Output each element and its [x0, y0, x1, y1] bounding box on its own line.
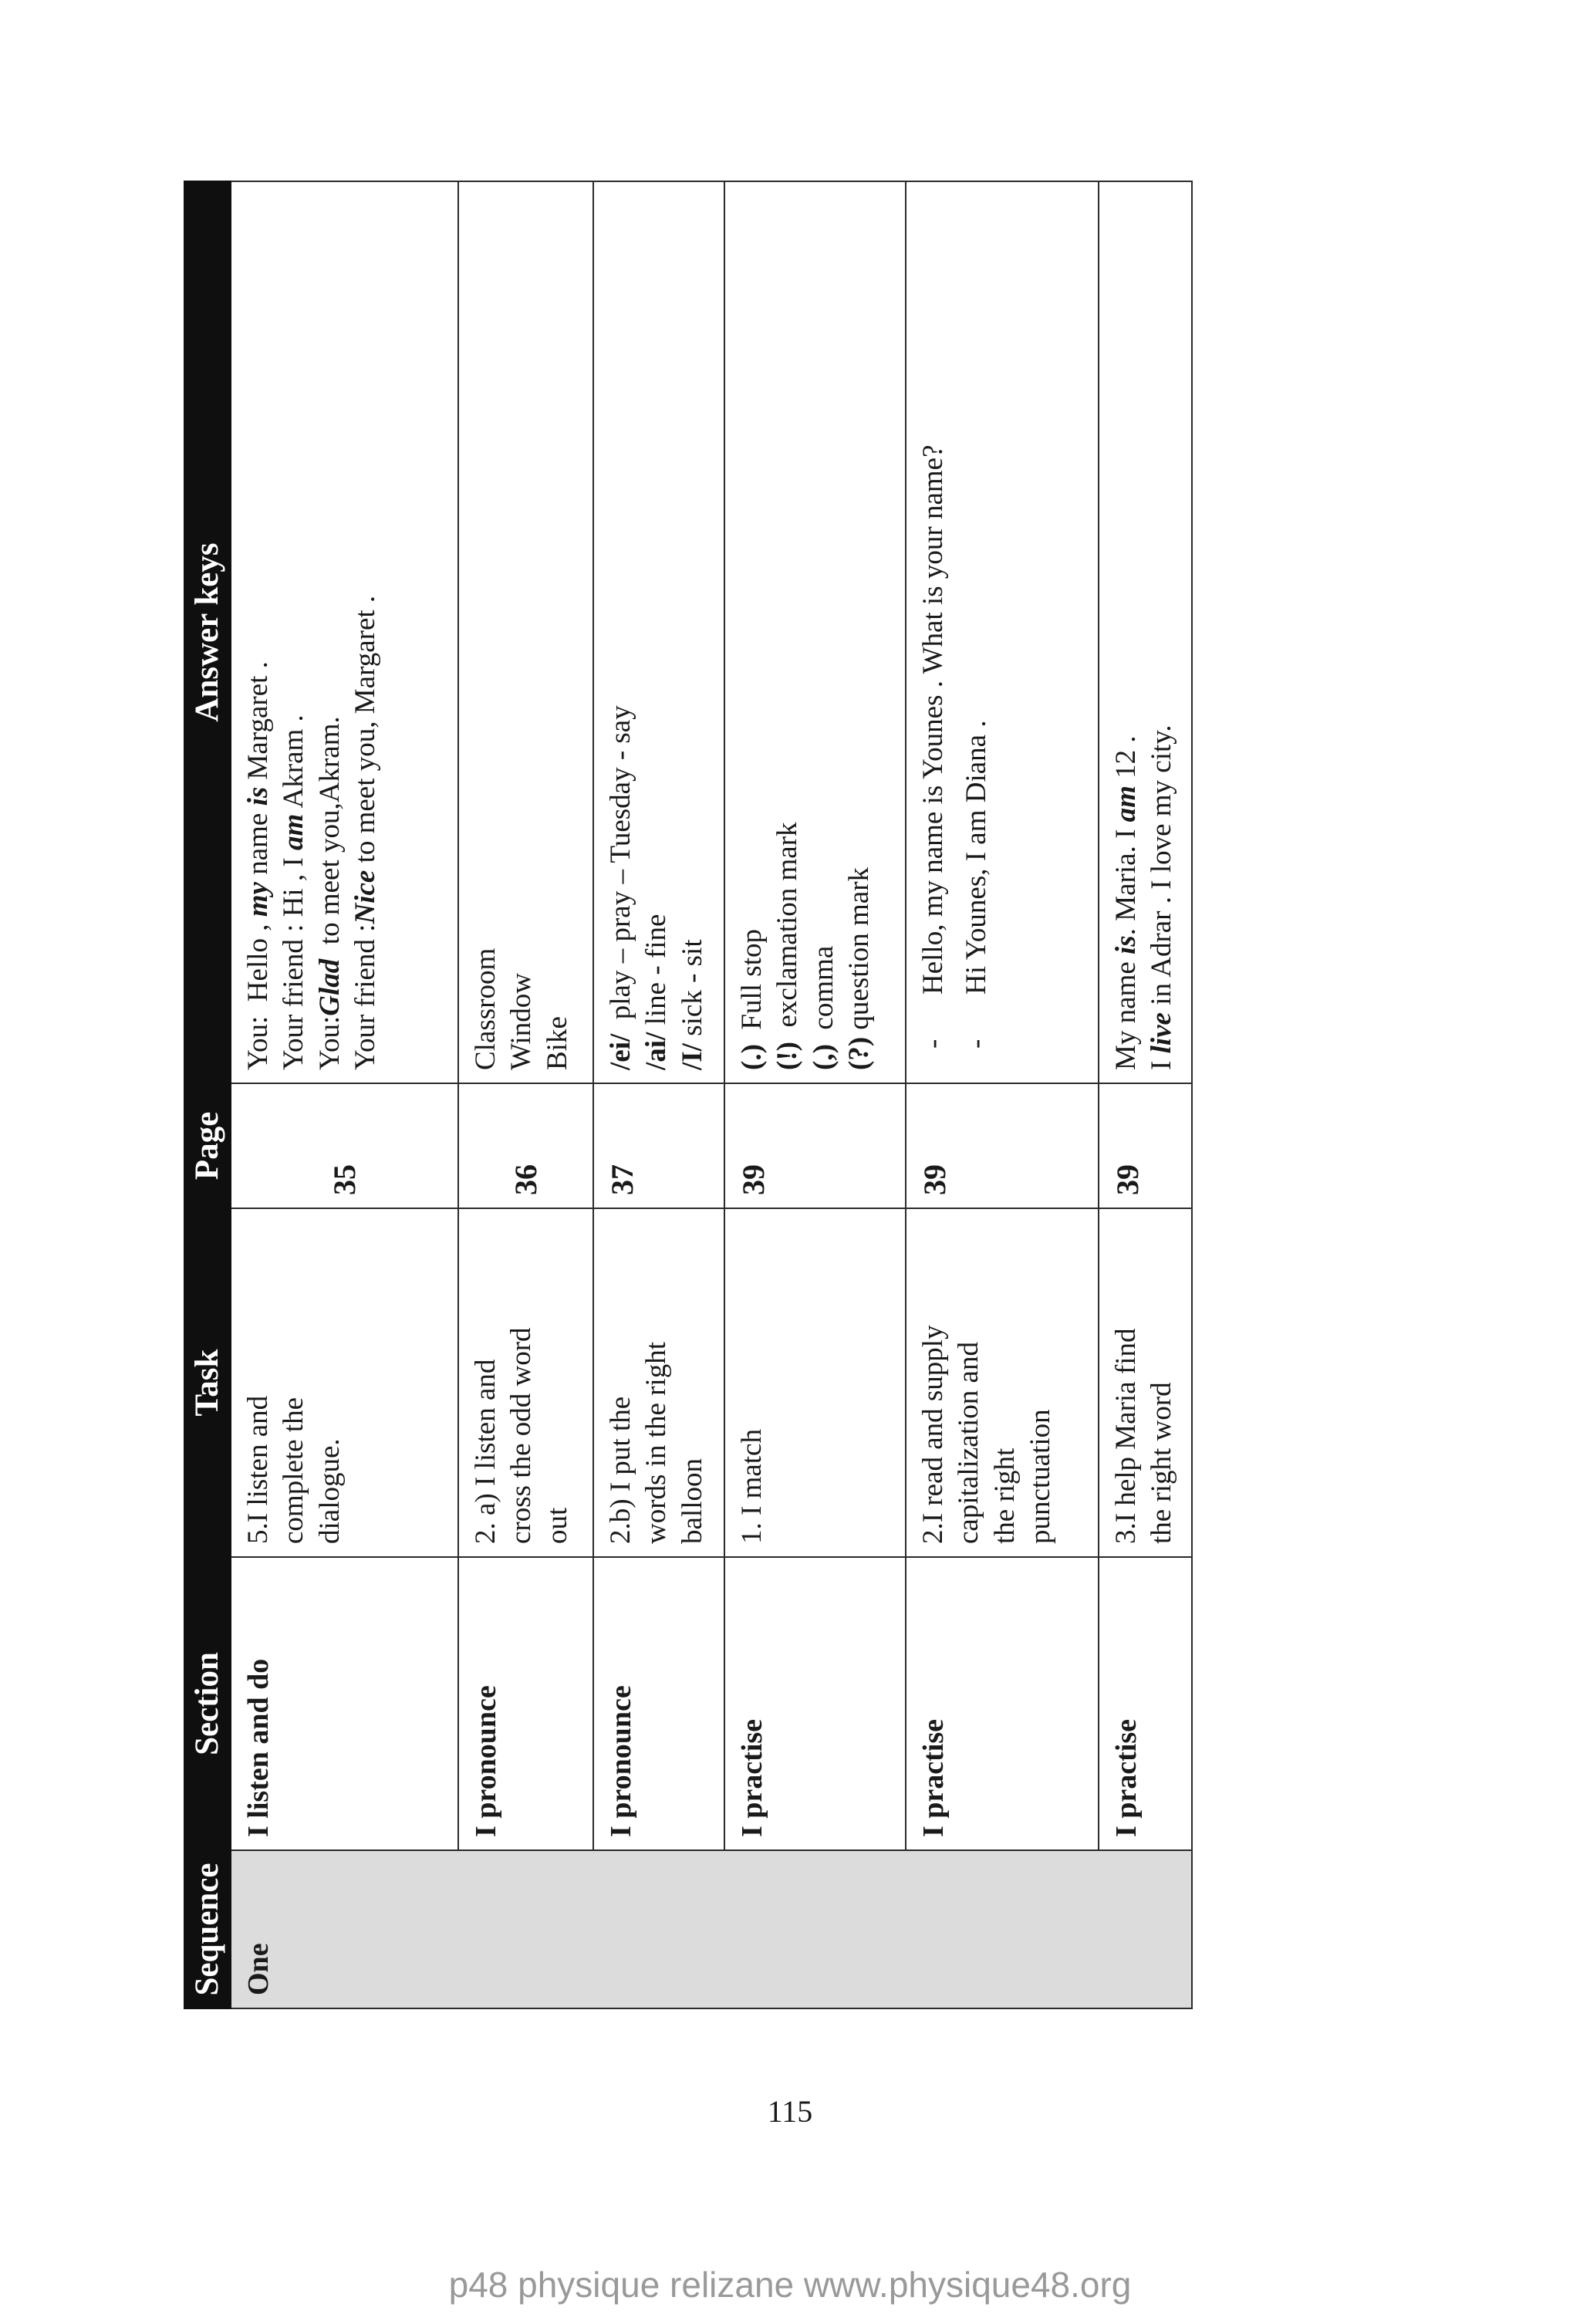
task-line: 2.I read and supply [917, 1325, 949, 1544]
answer-list-text: Hi Younes, I am Diana . [960, 720, 993, 995]
answer-fragment: my [242, 882, 274, 917]
sequence-cell: One [231, 1850, 1192, 2008]
answer-fragment: You: Hello , [242, 917, 274, 1070]
section-cell: I practise [906, 1557, 1099, 1850]
answer-fragment: Your friend : Hi , I [278, 850, 310, 1070]
table-row [593, 181, 724, 2008]
task-line: 1. I match [736, 1429, 768, 1544]
answer-fragment: comma [807, 945, 839, 1045]
task-cell [724, 1208, 906, 1557]
answer-fragment: to meet you,Akram. [313, 716, 346, 959]
answer-fragment: (?) [842, 1036, 875, 1070]
section-cell: I practise [1099, 1557, 1192, 1850]
task-line: 3.I help Maria find [1110, 1328, 1142, 1544]
watermark-text: p48 physique relizane www.physique48.org [448, 2265, 1132, 2305]
answer-keys-table [184, 181, 1193, 2009]
answer-fragment: Full stop [736, 929, 768, 1045]
task-line: words in the right [640, 1341, 673, 1544]
answer-fragment: am [1110, 785, 1142, 823]
task-cell [906, 1208, 1099, 1557]
answer-line [770, 194, 805, 1070]
page-number: 115 [767, 2094, 813, 2129]
answer-fragment: name [242, 806, 274, 883]
answer-fragment: (!) [771, 1042, 804, 1070]
page-cell: 36 [458, 1083, 593, 1208]
page-cell: 39 [1099, 1083, 1192, 1208]
answer-fragment: am [278, 813, 310, 850]
task-line: cross the odd word [505, 1327, 538, 1544]
answer-fragment: (,) [807, 1044, 839, 1070]
answer-fragment: /ei/ [605, 1033, 636, 1070]
answer-list-item [959, 194, 994, 1049]
answer-cell [1099, 181, 1192, 1083]
section-cell: I pronounce [458, 1557, 593, 1850]
answer-fragment: Akram . [278, 714, 310, 814]
answer-fragment: in Adrar . I love my city. [1146, 725, 1178, 1013]
answer-line [468, 194, 504, 1070]
answer-fragment: I [1146, 1053, 1178, 1070]
task-cell [458, 1208, 593, 1557]
answer-keys-table-rotated [184, 182, 1190, 2009]
answer-fragment: to meet you, Margaret . [349, 595, 381, 870]
answer-line [312, 194, 348, 1070]
answer-fragment: is [1110, 935, 1142, 954]
page-cell: 35 [231, 1083, 458, 1208]
answer-fragment: . Maria. I [1110, 822, 1142, 936]
answer-fragment: Bike [541, 1016, 573, 1070]
task-line: punctuation [1024, 1409, 1056, 1544]
header-section: Section [184, 1557, 231, 1850]
answer-fragment: play – pray – Tuesday - say [605, 705, 636, 1034]
page-cell: 39 [724, 1083, 906, 1208]
answer-list-text: Hello, my name is Younes . What is your name? [917, 444, 949, 995]
answer-line [639, 194, 674, 1070]
answer-fragment: is [242, 786, 274, 806]
page-cell: 39 [906, 1083, 1099, 1208]
answer-line [276, 194, 312, 1070]
answer-fragment: sick - sit [676, 939, 708, 1044]
task-line: dialogue. [313, 1438, 346, 1544]
task-line: 2. a) I listen and [470, 1359, 501, 1544]
table-header-row [184, 181, 231, 2008]
answer-cell [231, 181, 458, 1083]
table-row [458, 181, 593, 2008]
answer-fragment: /I/ [676, 1043, 708, 1070]
dash-marker: - [917, 1039, 949, 1049]
answer-fragment: Window [505, 973, 538, 1070]
answer-cell [906, 181, 1099, 1083]
answer-fragment: My name [1110, 954, 1142, 1070]
header-sequence: Sequence [184, 1850, 231, 2008]
task-line: the right word [1146, 1382, 1178, 1544]
header-task: Task [184, 1208, 231, 1557]
answer-line [540, 194, 576, 1070]
answer-fragment: Margaret . [242, 661, 274, 787]
answer-line [504, 194, 539, 1070]
answer-line [241, 194, 276, 1070]
table-row [906, 181, 1099, 2008]
answer-cell [724, 181, 906, 1083]
task-line: capitalization and [953, 1342, 985, 1544]
answer-fragment: (.) [736, 1044, 768, 1070]
task-line: balloon [676, 1458, 708, 1544]
answer-line [806, 194, 842, 1070]
table-row [1099, 181, 1192, 2008]
answer-line [1144, 194, 1180, 1070]
section-cell: I pronounce [593, 1557, 724, 1850]
page-cell: 37 [593, 1083, 724, 1208]
answer-fragment: Classroom [470, 948, 501, 1070]
answer-line [675, 194, 711, 1070]
answer-fragment: question mark [842, 866, 875, 1037]
answer-line [734, 194, 770, 1070]
answer-fragment: Nice [349, 870, 381, 924]
task-line: out [541, 1507, 573, 1544]
answer-line [348, 194, 383, 1070]
dash-marker: - [960, 1039, 993, 1049]
answer-fragment: Glad [313, 958, 346, 1016]
answer-fragment: line - fine [640, 914, 673, 1032]
task-line: complete the [278, 1397, 310, 1544]
answer-list-item [916, 194, 951, 1049]
header-answer-keys: Answer keys [184, 181, 231, 1083]
answer-line [603, 194, 639, 1070]
table-row [231, 181, 458, 2008]
answer-fragment: Your friend : [349, 924, 381, 1070]
task-cell [231, 1208, 458, 1557]
answer-fragment: /ai/ [640, 1032, 673, 1070]
task-cell [593, 1208, 724, 1557]
task-line: 2.b) I put the [605, 1396, 636, 1544]
answer-fragment: 12 . [1110, 735, 1142, 786]
section-cell: I listen and do [231, 1557, 458, 1850]
section-cell: I practise [724, 1557, 906, 1850]
task-cell [1099, 1208, 1192, 1557]
answer-line [1109, 194, 1144, 1070]
header-page: Page [184, 1083, 231, 1208]
table-row [724, 181, 906, 2008]
answer-line [842, 194, 877, 1070]
answer-cell [593, 181, 724, 1083]
task-line: 5.I listen and [242, 1395, 274, 1544]
answer-fragment: exclamation mark [771, 822, 804, 1042]
answer-cell [458, 181, 593, 1083]
task-line: the right [988, 1447, 1021, 1544]
answer-fragment: You: [313, 1015, 346, 1070]
answer-fragment: live [1146, 1012, 1178, 1054]
